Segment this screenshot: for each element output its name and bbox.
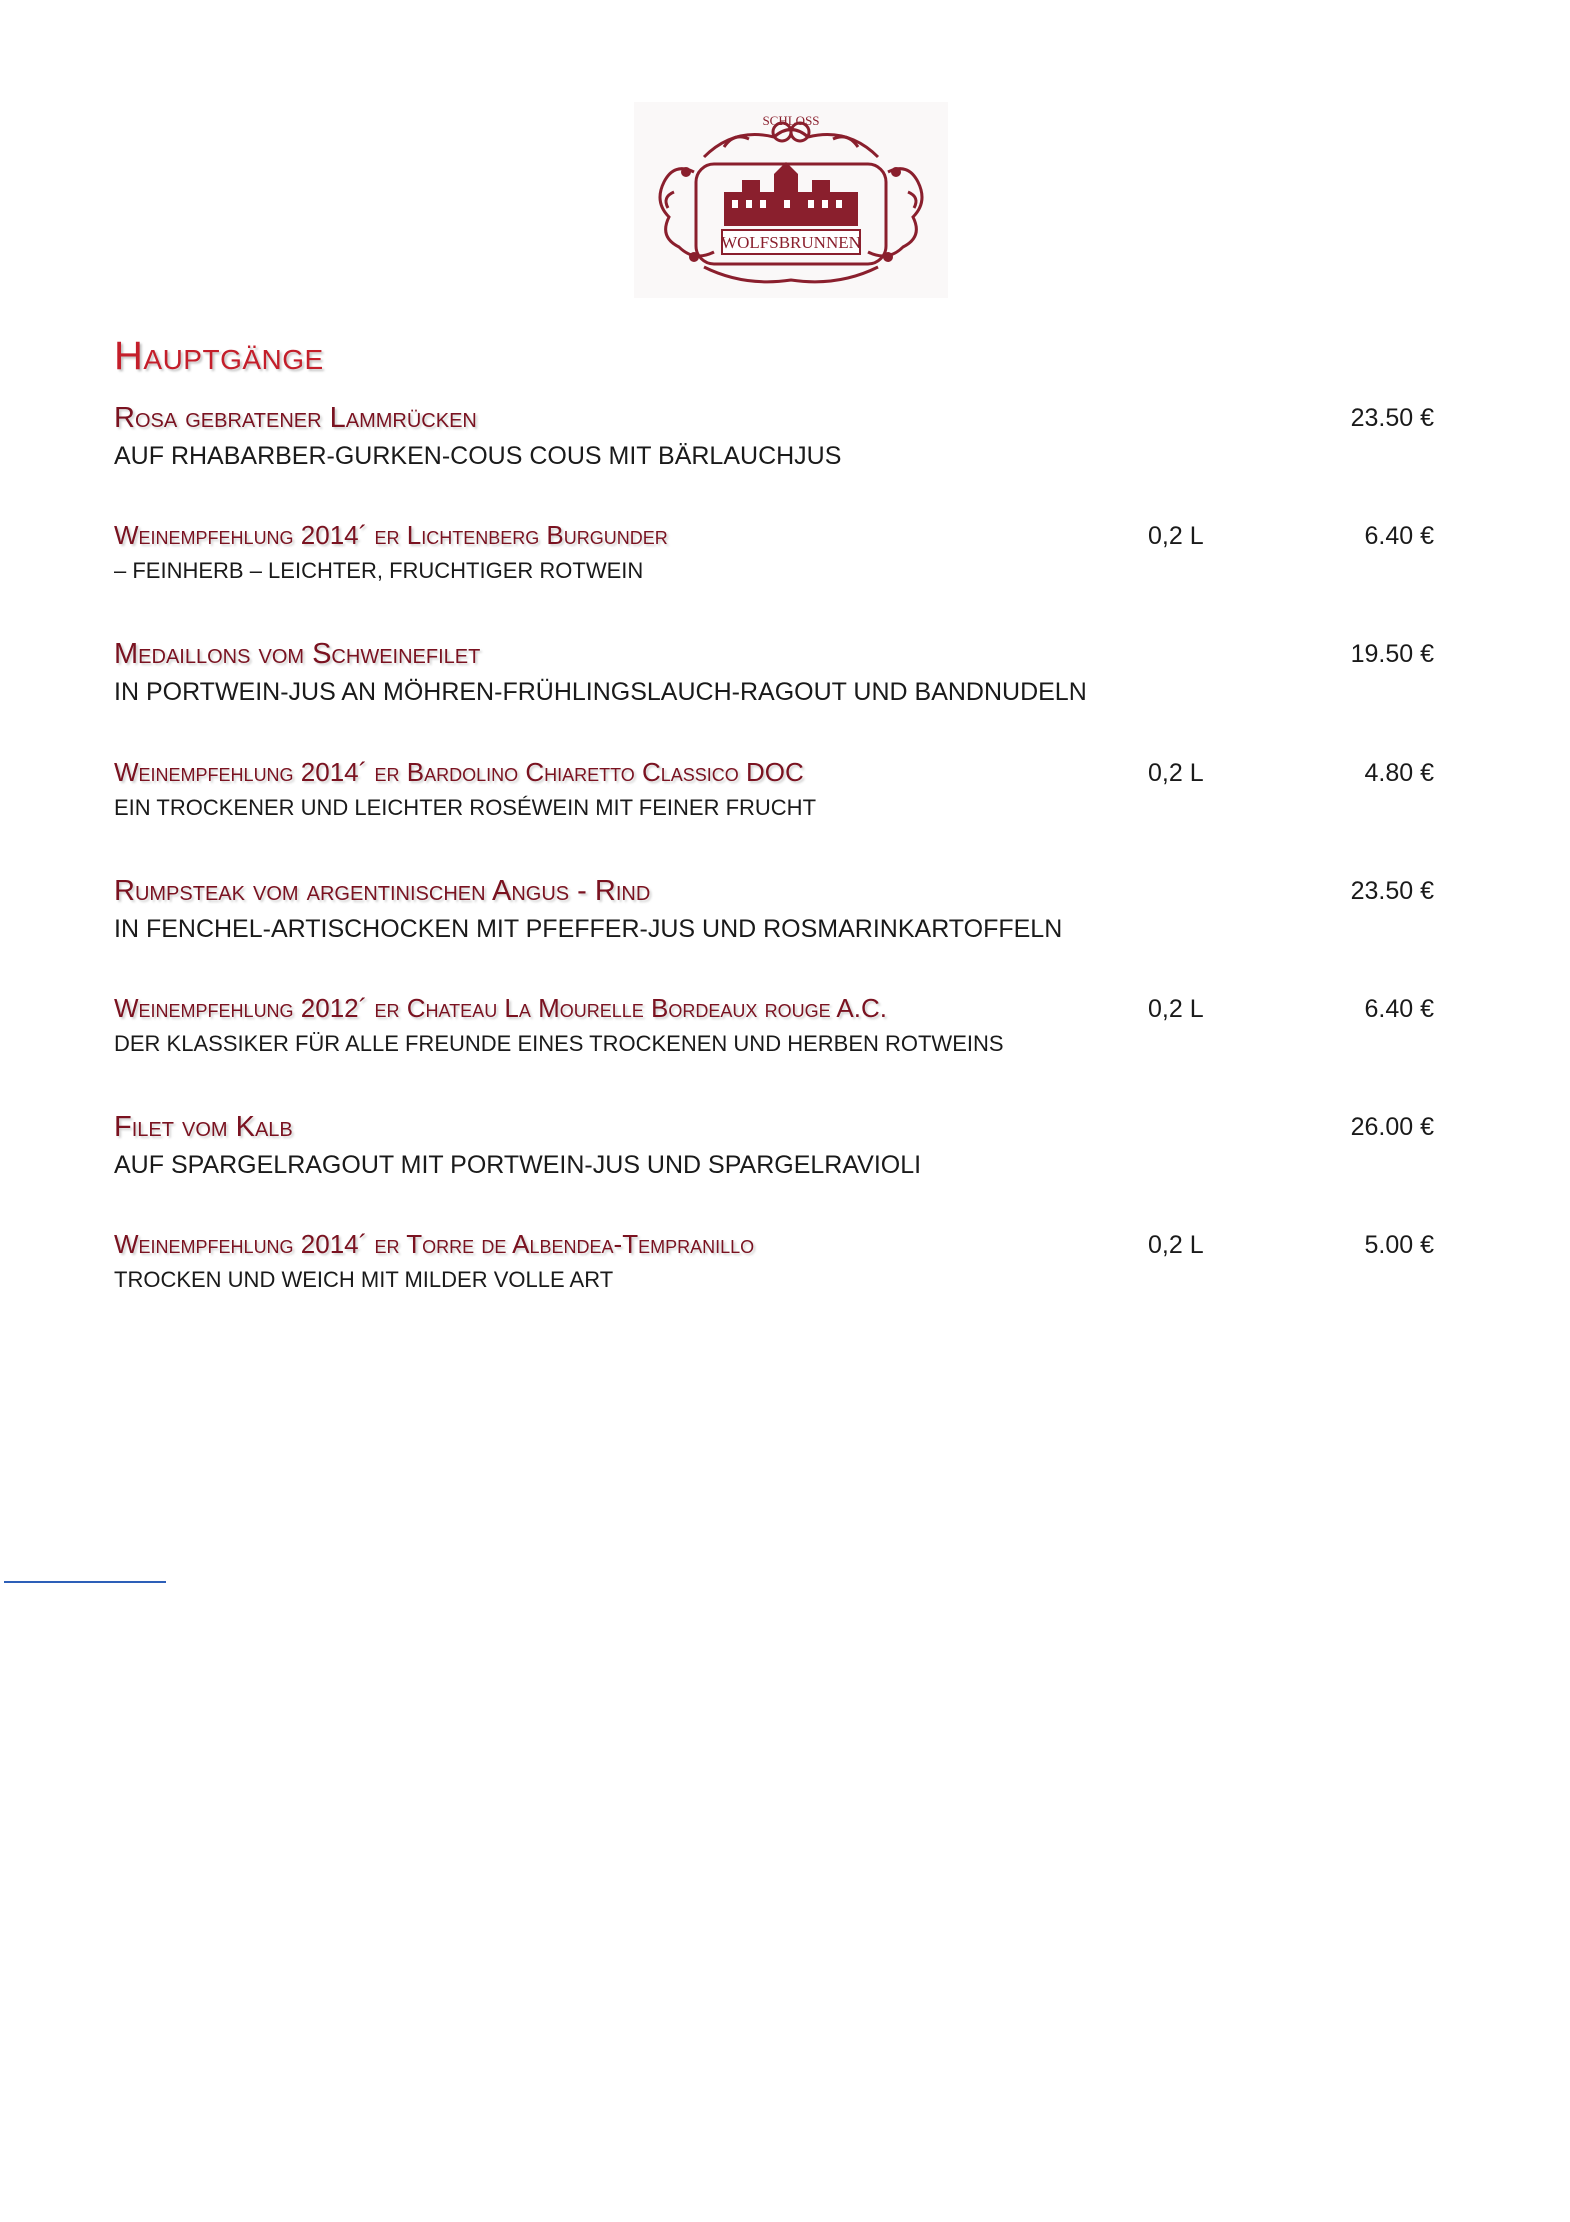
dish-description: IN FENCHEL-ARTISCHOCKEN MIT PFEFFER-JUS UND ROSMARINKARTOFFELN: [114, 915, 1063, 943]
wine-title: Weinempfehlung 2012´ er Chateau La Mourelle Bordeaux rouge A.C.: [114, 993, 887, 1023]
wine-recommendation: [114, 757, 1434, 821]
divider-line: [4, 1581, 166, 1583]
dish-title: Filet vom Kalb: [114, 1111, 293, 1143]
menu-item: [114, 638, 1434, 707]
wine-title: Weinempfehlung 2014´ er Lichtenberg Burgunder: [114, 520, 668, 550]
wine-description: DER KLASSIKER FÜR ALLE FREUNDE EINES TROCKENEN UND HERBEN ROTWEINS: [114, 1031, 1004, 1056]
wine-price: 4.80 €: [1364, 759, 1434, 787]
wine-price: 6.40 €: [1364, 522, 1434, 550]
dish-price: 26.00 €: [1350, 1113, 1434, 1141]
wine-recommendation: [114, 1229, 1434, 1293]
schloss-wolfsbrunnen-logo: [634, 102, 948, 298]
dish-description: AUF RHABARBER-GURKEN-COUS COUS MIT BÄRLAUCHJUS: [114, 442, 842, 470]
menu-item: [114, 402, 1434, 471]
wine-recommendation: [114, 520, 1434, 584]
wine-volume: 0,2 L: [1148, 1231, 1204, 1259]
wine-price: 5.00 €: [1364, 1231, 1434, 1259]
wine-description: TROCKEN UND WEICH MIT MILDER VOLLE ART: [114, 1267, 614, 1292]
dish-description: IN PORTWEIN-JUS AN MÖHREN-FRÜHLINGSLAUCH-RAGOUT UND BANDNUDELN: [114, 678, 1087, 706]
dish-title: Rosa gebratener Lammrücken: [114, 402, 477, 434]
wine-volume: 0,2 L: [1148, 759, 1204, 787]
wine-price: 6.40 €: [1364, 995, 1434, 1023]
wine-volume: 0,2 L: [1148, 995, 1204, 1023]
dish-title: Rumpsteak vom argentinischen Angus - Rind: [114, 875, 651, 907]
menu-item: [114, 1111, 1434, 1180]
dish-price: 23.50 €: [1350, 877, 1434, 905]
dish-title: Medaillons vom Schweinefilet: [114, 638, 481, 670]
wine-recommendation: [114, 993, 1434, 1057]
wine-description: – FEINHERB – LEICHTER, FRUCHTIGER ROTWEIN: [114, 558, 644, 583]
menu-item: [114, 875, 1434, 944]
logo-top-text: SCHLOSS: [762, 113, 820, 128]
wine-description: EIN TROCKENER UND LEICHTER ROSÉWEIN MIT FEINER FRUCHT: [114, 795, 817, 820]
wine-title: Weinempfehlung 2014´ er Bardolino Chiaretto Classico DOC: [114, 757, 804, 787]
wine-title: Weinempfehlung 2014´ er Torre de Albendea-Tempranillo: [114, 1229, 755, 1259]
dish-description: AUF SPARGELRAGOUT MIT PORTWEIN-JUS UND SPARGELRAVIOLI: [114, 1151, 922, 1179]
page-title: Hauptgänge: [114, 334, 324, 378]
wine-volume: 0,2 L: [1148, 522, 1204, 550]
logo-bottom-text: WOLFSBRUNNEN: [721, 233, 861, 252]
dish-price: 19.50 €: [1350, 640, 1434, 668]
dish-price: 23.50 €: [1350, 404, 1434, 432]
